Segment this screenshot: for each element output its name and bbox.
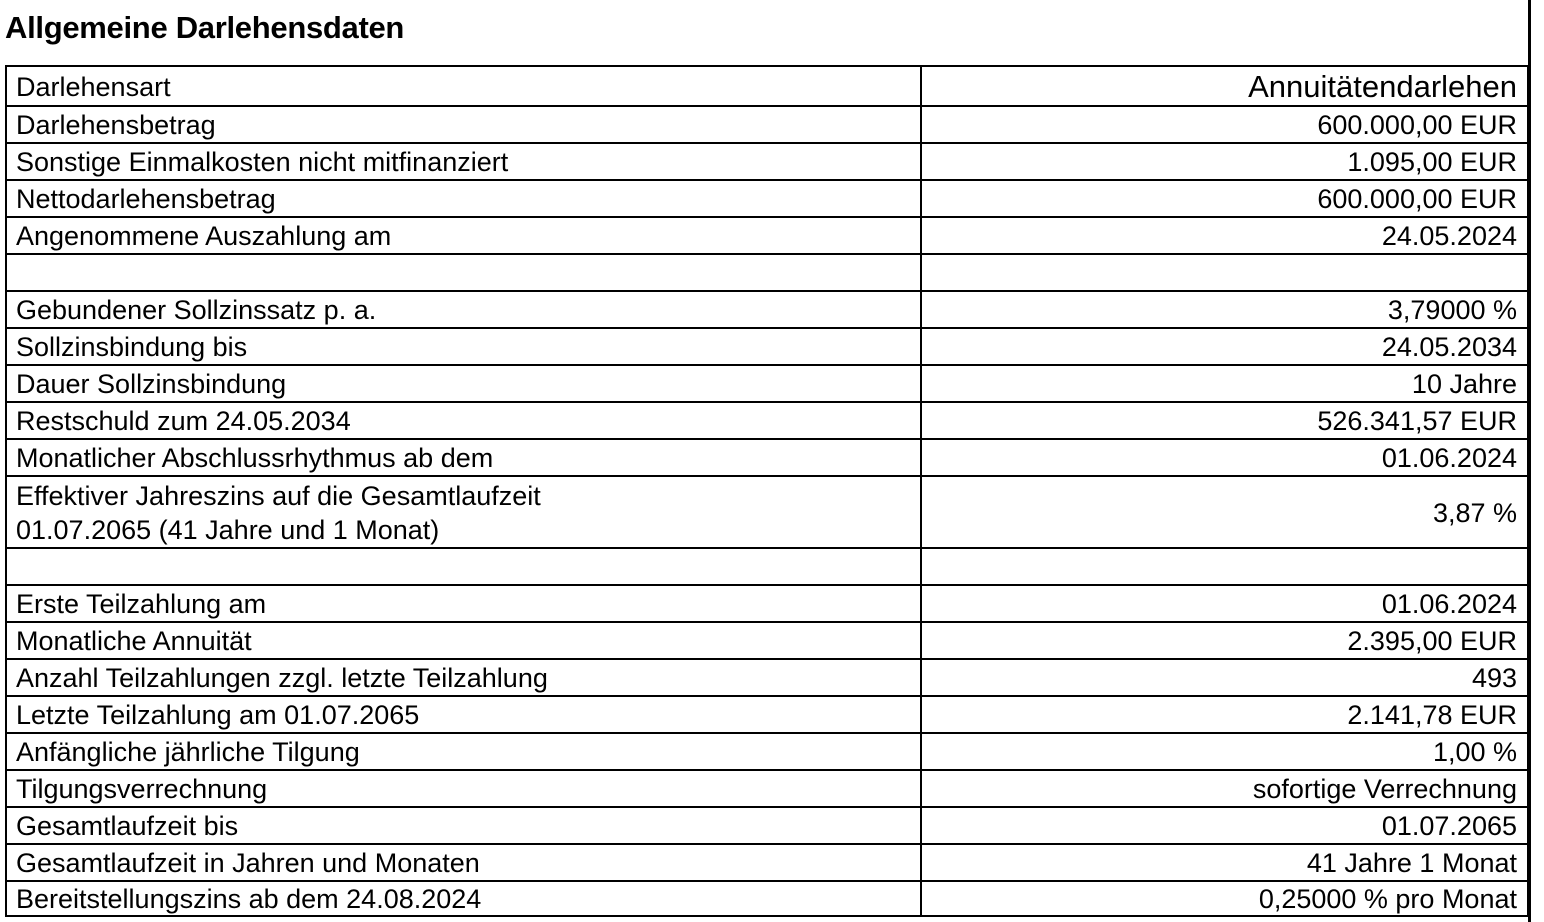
row-value: 01.07.2065 bbox=[921, 807, 1528, 844]
table-row-abschlussrhythmus bbox=[6, 439, 1528, 476]
table-row-nettodarlehensbetrag bbox=[6, 180, 1528, 217]
row-label bbox=[6, 254, 921, 291]
row-label-line2: 01.07.2065 (41 Jahre und 1 Monat) bbox=[16, 514, 440, 545]
row-label: Anzahl Teilzahlungen zzgl. letzte Teilzahlung bbox=[6, 659, 921, 696]
table-row-anzahl-teilzahlungen bbox=[6, 659, 1528, 696]
table-row-monatliche-annuitaet bbox=[6, 622, 1528, 659]
row-value: 526.341,57 EUR bbox=[921, 402, 1528, 439]
table-row-bereitstellungszins bbox=[6, 881, 1528, 916]
row-label: Nettodarlehensbetrag bbox=[6, 180, 921, 217]
table-row-tilgungsverrechnung bbox=[6, 770, 1528, 807]
table-row-sollzinsbindung-bis bbox=[6, 328, 1528, 365]
row-label bbox=[6, 548, 921, 585]
row-value: sofortige Verrechnung bbox=[921, 770, 1528, 807]
row-label: Monatlicher Abschlussrhythmus ab dem bbox=[6, 439, 921, 476]
row-label: Monatliche Annuität bbox=[6, 622, 921, 659]
table-row-dauer-sollzinsbindung bbox=[6, 365, 1528, 402]
row-label: Gesamtlaufzeit bis bbox=[6, 807, 921, 844]
row-label: Letzte Teilzahlung am 01.07.2065 bbox=[6, 696, 921, 733]
row-label: Darlehensart bbox=[6, 66, 921, 106]
row-value: 10 Jahre bbox=[921, 365, 1528, 402]
row-value: 24.05.2024 bbox=[921, 217, 1528, 254]
row-value: 01.06.2024 bbox=[921, 585, 1528, 622]
row-value: 493 bbox=[921, 659, 1528, 696]
table-row-letzte-teilzahlung bbox=[6, 696, 1528, 733]
row-value: Annuitätendarlehen bbox=[921, 66, 1528, 106]
row-value: 3,87 % bbox=[921, 476, 1528, 548]
table-row-darlehensbetrag bbox=[6, 106, 1528, 143]
row-label-line1: Effektiver Jahreszins auf die Gesamtlaufzeit bbox=[16, 480, 541, 511]
row-label bbox=[6, 476, 921, 548]
row-label: Gesamtlaufzeit in Jahren und Monaten bbox=[6, 844, 921, 881]
row-value: 01.06.2024 bbox=[921, 439, 1528, 476]
table-row-effektiver-jahreszins bbox=[6, 476, 1528, 548]
row-label: Erste Teilzahlung am bbox=[6, 585, 921, 622]
table-row-spacer bbox=[6, 254, 1528, 291]
row-value: 24.05.2034 bbox=[921, 328, 1528, 365]
row-label: Gebundener Sollzinssatz p. a. bbox=[6, 291, 921, 328]
row-value: 3,79000 % bbox=[921, 291, 1528, 328]
row-label: Dauer Sollzinsbindung bbox=[6, 365, 921, 402]
table-row-gesamtlaufzeit-jahre bbox=[6, 844, 1528, 881]
table-row-restschuld bbox=[6, 402, 1528, 439]
row-label: Darlehensbetrag bbox=[6, 106, 921, 143]
table-row-sollzinssatz bbox=[6, 291, 1528, 328]
row-value: 2.141,78 EUR bbox=[921, 696, 1528, 733]
table-row-anfaengliche-tilgung bbox=[6, 733, 1528, 770]
row-label: Angenommene Auszahlung am bbox=[6, 217, 921, 254]
loan-data-table bbox=[5, 65, 1529, 917]
row-label: Bereitstellungszins ab dem 24.08.2024 bbox=[6, 881, 921, 916]
row-value: 2.395,00 EUR bbox=[921, 622, 1528, 659]
row-value: 1,00 % bbox=[921, 733, 1528, 770]
table-row-gesamtlaufzeit-bis bbox=[6, 807, 1528, 844]
row-value: 1.095,00 EUR bbox=[921, 143, 1528, 180]
table-row-auszahlung bbox=[6, 217, 1528, 254]
row-label: Anfängliche jährliche Tilgung bbox=[6, 733, 921, 770]
table-row-spacer bbox=[6, 548, 1528, 585]
table-row-darlehensart bbox=[6, 66, 1528, 106]
table-row-erste-teilzahlung bbox=[6, 585, 1528, 622]
row-label: Restschuld zum 24.05.2034 bbox=[6, 402, 921, 439]
row-value bbox=[921, 548, 1528, 585]
row-value: 600.000,00 EUR bbox=[921, 106, 1528, 143]
row-value: 600.000,00 EUR bbox=[921, 180, 1528, 217]
row-label: Sollzinsbindung bis bbox=[6, 328, 921, 365]
row-value: 0,25000 % pro Monat bbox=[921, 881, 1528, 916]
table-row-einmalkosten bbox=[6, 143, 1528, 180]
row-label: Tilgungsverrechnung bbox=[6, 770, 921, 807]
row-label: Sonstige Einmalkosten nicht mitfinanziert bbox=[6, 143, 921, 180]
row-value: 41 Jahre 1 Monat bbox=[921, 844, 1528, 881]
row-value bbox=[921, 254, 1528, 291]
section-heading: Allgemeine Darlehensdaten bbox=[5, 10, 405, 45]
